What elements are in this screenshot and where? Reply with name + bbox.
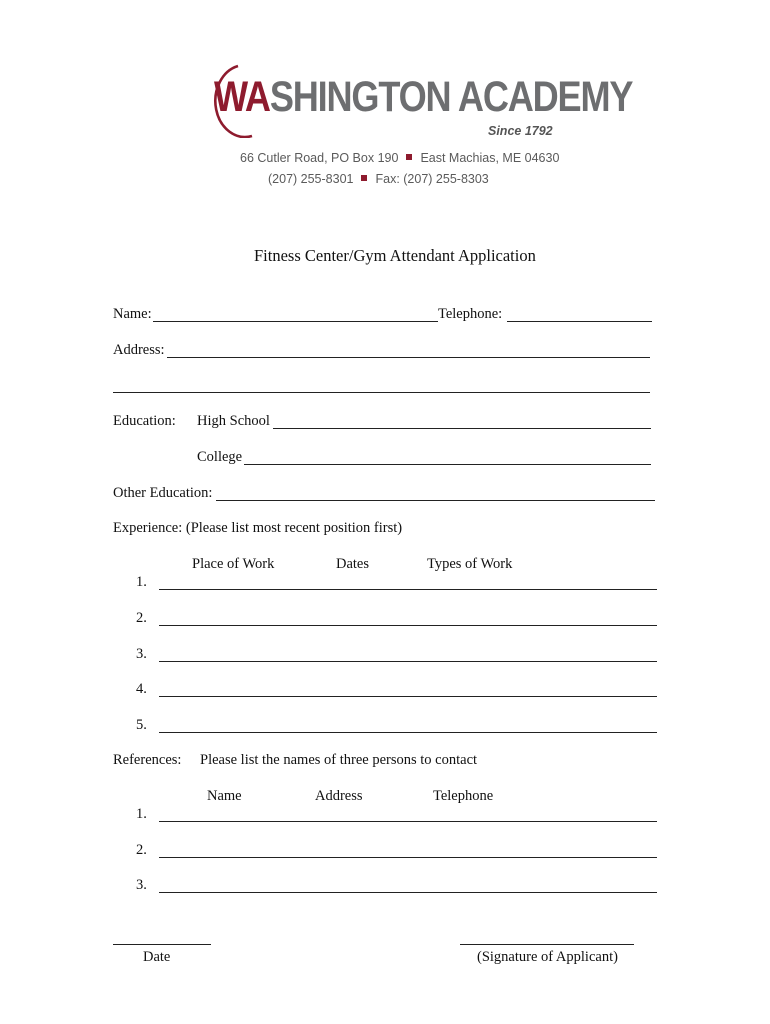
separator-square-icon [406, 154, 412, 160]
references-column-address: Address [315, 788, 363, 804]
experience-column-dates: Dates [336, 556, 370, 572]
street-address: 66 Cutler Road, PO Box 190 [240, 151, 399, 165]
signature-label: (Signature of Applicant) [477, 949, 618, 965]
experience-field-5[interactable] [159, 732, 657, 733]
experience-number: 2. [136, 610, 147, 626]
logo-name: SHINGTON ACADEMY [269, 73, 633, 121]
experience-column-types: Types of Work [427, 556, 513, 572]
reference-number: 1. [136, 806, 147, 822]
address-field-1[interactable] [167, 357, 650, 358]
high-school-label: High School [197, 413, 270, 429]
experience-field-4[interactable] [159, 696, 657, 697]
experience-field-3[interactable] [159, 661, 657, 662]
experience-number: 3. [136, 646, 147, 662]
experience-column-place: Place of Work [192, 556, 275, 572]
experience-label: Experience: (Please list most recent position first) [113, 520, 403, 536]
reference-number: 2. [136, 842, 147, 858]
reference-field-3[interactable] [159, 892, 657, 893]
experience-number: 5. [136, 717, 147, 733]
contact-line [268, 173, 489, 186]
telephone-label: Telephone: [438, 306, 503, 322]
other-education-label: Other Education: [113, 485, 213, 501]
experience-number: 4. [136, 681, 147, 697]
reference-field-2[interactable] [159, 857, 657, 858]
name-label: Name: [113, 306, 152, 322]
experience-field-2[interactable] [159, 625, 657, 626]
city-address: East Machias, ME 04630 [420, 151, 560, 165]
other-education-field[interactable] [216, 500, 655, 501]
fax-number: Fax: (207) 255-8303 [375, 172, 489, 186]
experience-number: 1. [136, 574, 147, 590]
address-line [240, 152, 559, 165]
college-field[interactable] [244, 464, 651, 465]
references-column-telephone: Telephone [433, 788, 494, 804]
telephone-field[interactable] [507, 321, 652, 322]
logo-wordmark [214, 73, 633, 121]
address-label: Address: [113, 342, 165, 358]
separator-square-icon [361, 175, 367, 181]
logo-wa: WA [214, 73, 270, 121]
reference-number: 3. [136, 877, 147, 893]
address-field-2[interactable] [113, 392, 650, 393]
logo-since: Since 1792 [488, 124, 553, 138]
education-label: Education: [113, 413, 176, 429]
form-title: Fitness Center/Gym Attendant Application [254, 246, 536, 265]
date-field[interactable] [113, 944, 211, 945]
name-field[interactable] [153, 321, 438, 322]
date-label: Date [143, 949, 171, 965]
references-label: References: [113, 752, 182, 768]
high-school-field[interactable] [273, 428, 651, 429]
references-note: Please list the names of three persons to contact [200, 752, 478, 768]
experience-field-1[interactable] [159, 589, 657, 590]
reference-field-1[interactable] [159, 821, 657, 822]
signature-field[interactable] [460, 944, 634, 945]
phone-number: (207) 255-8301 [268, 172, 354, 186]
references-column-name: Name [207, 788, 242, 804]
college-label: College [197, 449, 243, 465]
